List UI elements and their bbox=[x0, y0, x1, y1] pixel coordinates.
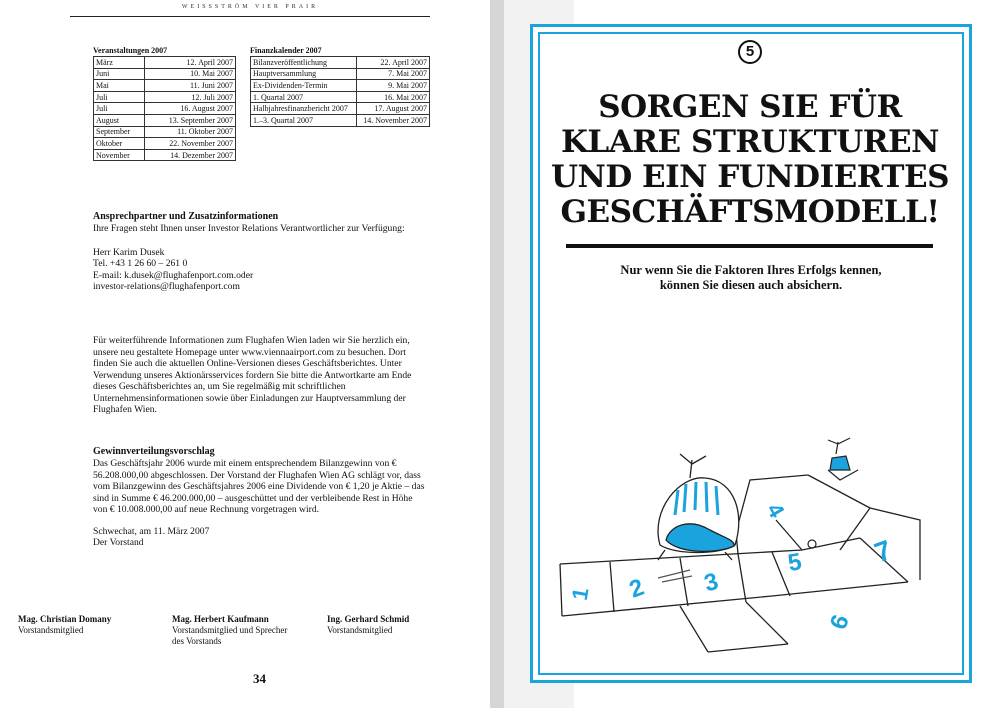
poster-headline bbox=[550, 90, 950, 230]
calendar-label: Hauptversammlung bbox=[251, 68, 357, 80]
signatory-1 bbox=[18, 614, 168, 636]
calendar-date: 14. Dezember 2007 bbox=[145, 149, 236, 161]
calendar-row bbox=[251, 91, 430, 103]
spine bbox=[490, 0, 504, 708]
calendar-date: 7. Mai 2007 bbox=[357, 68, 430, 80]
calendar-row bbox=[94, 57, 236, 69]
hopscotch-number-2: 2 bbox=[625, 573, 648, 604]
calendar-date: 17. August 2007 bbox=[357, 103, 430, 115]
headline-line-1: SORGEN SIE FÜR bbox=[598, 89, 902, 125]
calendar-row bbox=[94, 114, 236, 126]
calendar-date: 12. April 2007 bbox=[145, 57, 236, 69]
contact-intro: Ihre Fragen steht Ihnen unser Investor Relations Verantwortlicher zur Verfügung: bbox=[93, 223, 405, 234]
calendar-label: 1. Quartal 2007 bbox=[251, 91, 357, 103]
hopscotch-grid bbox=[560, 475, 920, 652]
calendar-label: November bbox=[94, 149, 145, 161]
calendar-label: Bilanzveröffentlichung bbox=[251, 57, 357, 69]
proposal-text: Das Geschäftsjahr 2006 wurde mit einem entsprechendem Bilanzgewinn von € 56.208.000,00 abgeschlossen. Der Vorstand der Flughafen Wien AG schlägt vor, dass vom Bilanzgewinn des Geschäftsjahres 2006 eine Dividende von € 1,20 je Aktie – das sind in Summe € 46.200.000,00 – ausgeschüttet und der verbleibende Rest in Höhe von € 10.008.000,00 auf neue Rechnung vorgetragen wird. bbox=[93, 458, 425, 515]
financial-calendar-title: Finanzkalender 2007 bbox=[250, 46, 322, 55]
signatory-role: Vorstandsmitglied bbox=[327, 625, 393, 635]
page-number: 34 bbox=[253, 671, 266, 686]
contact-section bbox=[93, 211, 428, 293]
calendar-date: 9. Mai 2007 bbox=[357, 80, 430, 92]
calendar-row bbox=[94, 149, 236, 161]
calendar-date: 12. Juli 2007 bbox=[145, 91, 236, 103]
hopscotch-illustration bbox=[540, 420, 960, 670]
hopscotch-number-4: 4 bbox=[761, 498, 790, 522]
hopscotch-number-7: 7 bbox=[870, 533, 896, 569]
signatory-role: Vorstandsmitglied bbox=[18, 625, 84, 635]
signatory-3 bbox=[327, 614, 477, 636]
calendar-row bbox=[94, 126, 236, 138]
headline-line-4: GESCHÄFTSMODELL! bbox=[560, 194, 940, 230]
hopscotch-number-5: 5 bbox=[785, 548, 804, 578]
calendar-label: August bbox=[94, 114, 145, 126]
calendar-row bbox=[251, 114, 430, 126]
hopscotch-number-3: 3 bbox=[701, 567, 722, 598]
headline-rule bbox=[566, 244, 933, 248]
subline-1: Nur wenn Sie die Faktoren Ihres Erfolgs kennen, bbox=[620, 263, 882, 277]
financial-calendar-table bbox=[250, 46, 430, 127]
calendar-row bbox=[251, 80, 430, 92]
events-calendar-table bbox=[93, 46, 236, 161]
place-date: Schwechat, am 11. März 2007 bbox=[93, 525, 210, 537]
calendar-label: März bbox=[94, 57, 145, 69]
calendar-row bbox=[94, 91, 236, 103]
left-page bbox=[0, 0, 470, 708]
info-paragraph: Für weiterführende Informationen zum Flughafen Wien laden wir Sie herzlich ein, unsere neu gestaltete Homepage unter www.viennaairport.com zu besuchen. Dort finden Sie auch die aktuellen Online-Versionen dieses Geschäftsberichtes. Unter Verwendung unseres Aktionärsservices fordern Sie bitte die Antwortkarte am Ende dieses Geschäftsberichtes an, um Sie regelmäßig mit schriftlichen Unternehmensinformationen sowie über Einladungen zur Hauptversammlung der Flughafen Wien. bbox=[93, 335, 412, 415]
calendar-label: September bbox=[94, 126, 145, 138]
board-label: Der Vorstand bbox=[93, 537, 144, 548]
info-paragraph-section bbox=[93, 335, 428, 416]
calendar-date: 13. September 2007 bbox=[145, 114, 236, 126]
calendar-date: 10. Mai 2007 bbox=[145, 68, 236, 80]
signatory-name: Mag. Christian Domany bbox=[18, 614, 112, 624]
calendar-date: 14. November 2007 bbox=[357, 114, 430, 126]
calendar-label: Ex-Dividenden-Termin bbox=[251, 80, 357, 92]
signatory-role: Vorstandsmitglied und Sprecher des Vorstands bbox=[172, 625, 288, 646]
calendar-date: 11. Juni 2007 bbox=[145, 80, 236, 92]
signatory-2 bbox=[172, 614, 322, 647]
calendar-date: 22. November 2007 bbox=[145, 138, 236, 150]
contact-heading: Ansprechpartner und Zusatzinformationen bbox=[93, 211, 279, 222]
contact-web[interactable]: investor-relations@flughafenport.com bbox=[93, 281, 240, 292]
proposal-heading: Gewinnverteilungsvorschlag bbox=[93, 446, 215, 457]
headline-line-2: KLARE STRUKTUREN bbox=[560, 124, 939, 160]
signatory-name: Mag. Herbert Kaufmann bbox=[172, 614, 269, 624]
step-number-badge: 5 bbox=[738, 40, 762, 64]
proposal-section bbox=[93, 446, 428, 549]
calendar-label: Mai bbox=[94, 80, 145, 92]
calendar-row bbox=[251, 103, 430, 115]
small-figure bbox=[808, 438, 858, 548]
calendar-date: 16. August 2007 bbox=[145, 103, 236, 115]
calendar-row bbox=[94, 138, 236, 150]
calendar-date: 11. Oktober 2007 bbox=[145, 126, 236, 138]
calendar-date: 16. Mai 2007 bbox=[357, 91, 430, 103]
calendar-date: 22. April 2007 bbox=[357, 57, 430, 69]
calendar-label: Juli bbox=[94, 91, 145, 103]
calendar-label: Juli bbox=[94, 103, 145, 115]
subline-2: können Sie diesen auch absichern. bbox=[659, 278, 843, 292]
contact-email[interactable]: E-mail: k.dusek@flughafenport.com.oder bbox=[93, 269, 254, 281]
contact-tel: Tel. +43 1 26 60 – 261 0 bbox=[93, 258, 188, 269]
calendar-row bbox=[94, 68, 236, 80]
signatory-name: Ing. Gerhard Schmid bbox=[327, 614, 410, 624]
calendar-label: Juni bbox=[94, 68, 145, 80]
contact-name: Herr Karim Dusek bbox=[93, 246, 165, 258]
calendar-row bbox=[94, 80, 236, 92]
calendar-label: Halbjahresfinanzbericht 2007 bbox=[251, 103, 357, 115]
calendar-row bbox=[251, 68, 430, 80]
blob-figure bbox=[658, 454, 739, 582]
running-head: WEISSSTRÖM VIER PRAIR bbox=[70, 0, 430, 17]
hopscotch-number-6: 6 bbox=[824, 611, 855, 633]
poster-subline bbox=[560, 263, 942, 293]
calendar-row bbox=[251, 57, 430, 69]
calendar-row bbox=[94, 103, 236, 115]
hopscotch-number-1: 1 bbox=[566, 585, 594, 603]
events-calendar-title: Veranstaltungen 2007 bbox=[93, 46, 168, 55]
calendar-label: 1.–3. Quartal 2007 bbox=[251, 114, 357, 126]
headline-line-3: UND EIN FUNDIERTES bbox=[551, 159, 949, 195]
calendar-label: Oktober bbox=[94, 138, 145, 150]
